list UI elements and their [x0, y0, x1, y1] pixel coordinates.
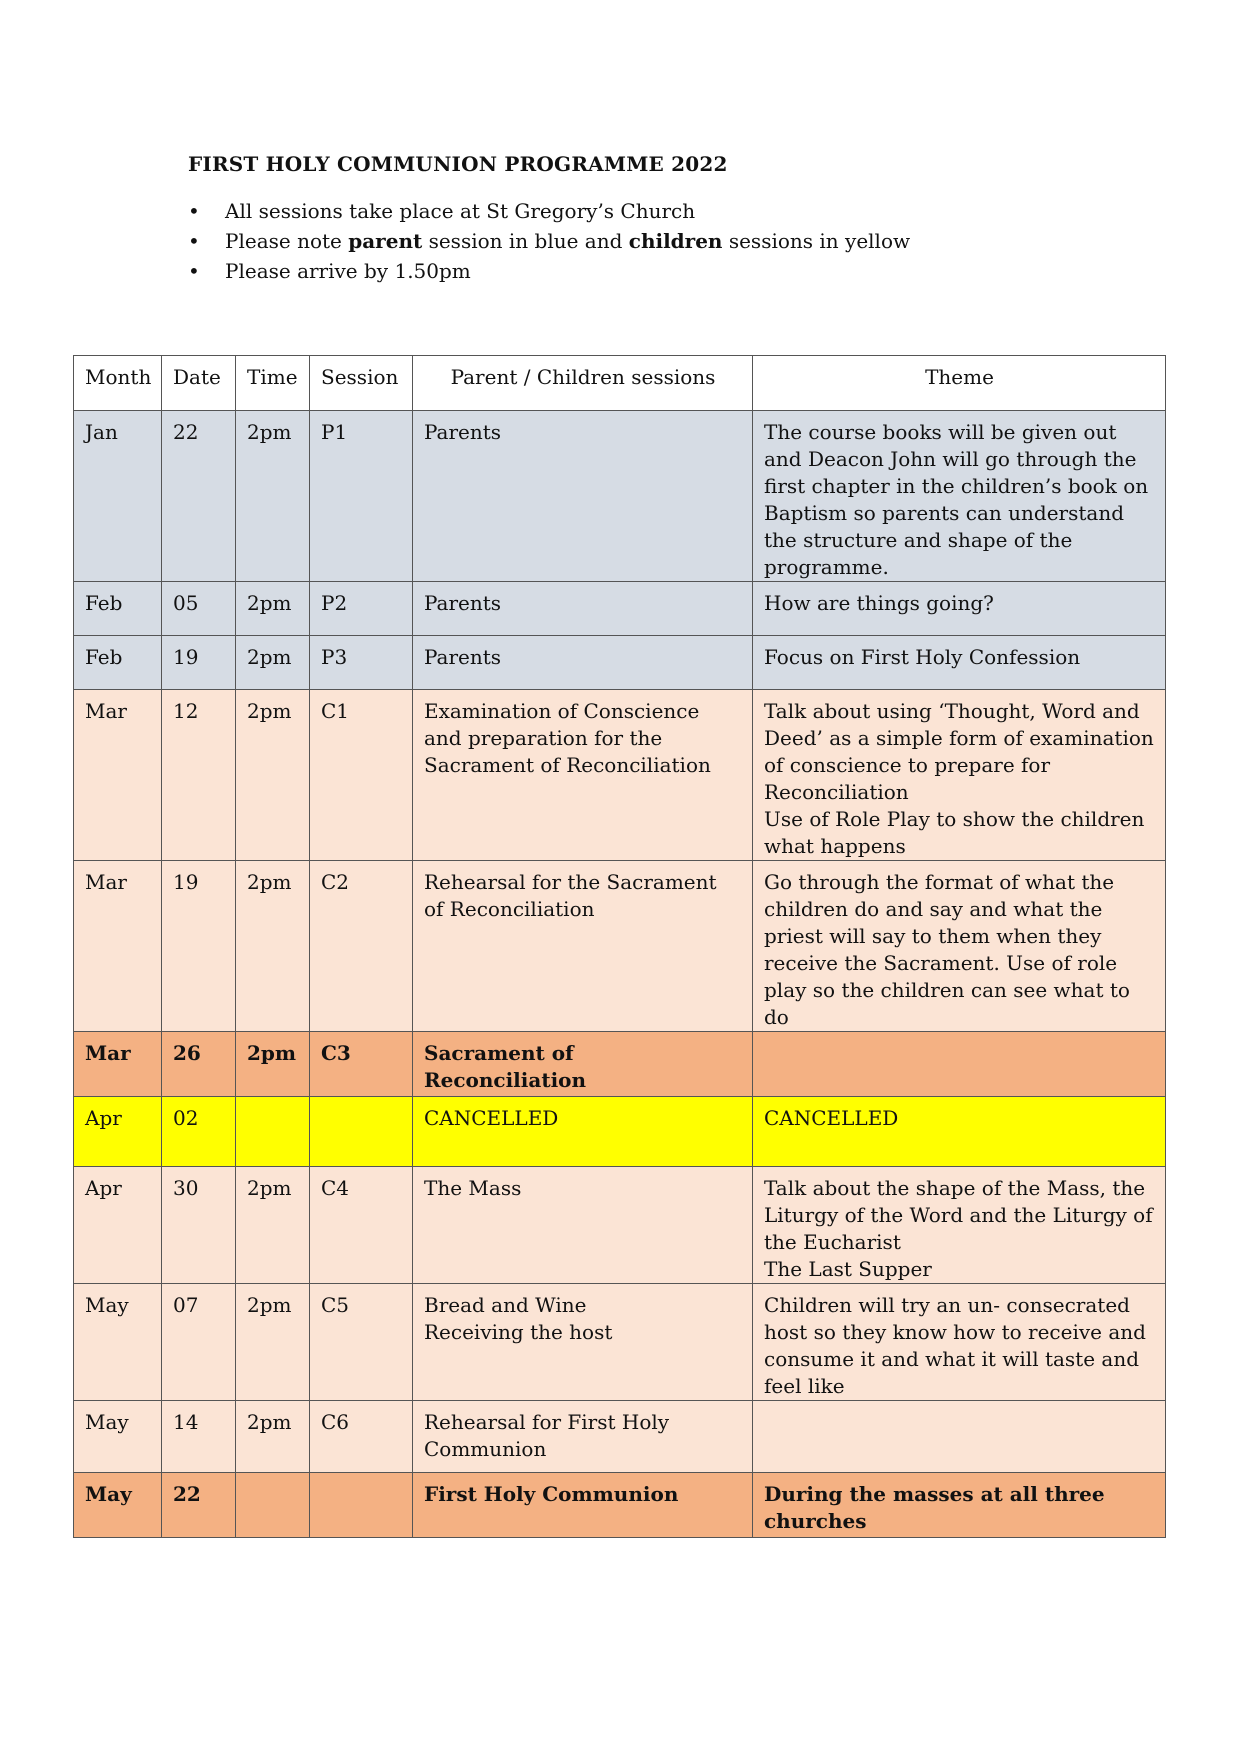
table-row	[74, 411, 1166, 582]
cell-time: 2pm	[236, 1032, 310, 1097]
header-time: Time	[236, 356, 310, 411]
cell-month: Apr	[74, 1097, 162, 1167]
cell-theme: CANCELLED	[753, 1097, 1166, 1167]
header-month: Month	[74, 356, 162, 411]
bullet-color-note	[188, 226, 910, 256]
bullet-venue-text: All sessions take place at St Gregory’s Church	[225, 199, 696, 223]
cell-title: Parents	[413, 411, 753, 582]
bullet-note-middle: session in blue and	[428, 229, 623, 253]
cell-theme: How are things going?	[753, 582, 1166, 636]
table-row	[74, 690, 1166, 861]
cell-session: C1	[310, 690, 413, 861]
bullet-note-prefix: Please note	[225, 229, 342, 253]
bullet-arrival	[188, 256, 910, 286]
cell-title: CANCELLED	[413, 1097, 753, 1167]
cell-session: C4	[310, 1167, 413, 1284]
cell-session: C6	[310, 1401, 413, 1473]
cell-session: C3	[310, 1032, 413, 1097]
header-theme: Theme	[753, 356, 1166, 411]
cell-month: Mar	[74, 690, 162, 861]
table-row	[74, 1473, 1166, 1538]
bullet-note-parent: parent	[348, 229, 423, 253]
cell-date: 26	[162, 1032, 236, 1097]
cell-session	[310, 1097, 413, 1167]
cell-date: 14	[162, 1401, 236, 1473]
table-row	[74, 1284, 1166, 1401]
cell-date: 19	[162, 861, 236, 1032]
header-sessions: Parent / Children sessions	[413, 356, 753, 411]
cell-time	[236, 1473, 310, 1538]
cell-title: The Mass	[413, 1167, 753, 1284]
header-date: Date	[162, 356, 236, 411]
cell-session: P2	[310, 582, 413, 636]
cell-theme: Go through the format of what the children do and say and what the priest will say to them when they receive the Sacrament. Use of role play so the children can see what to do	[753, 861, 1166, 1032]
cell-date: 12	[162, 690, 236, 861]
table-row	[74, 861, 1166, 1032]
cell-theme: Talk about the shape of the Mass, the Liturgy of the Word and the Liturgy of the Eucharist The Last Supper	[753, 1167, 1166, 1284]
cell-month: Apr	[74, 1167, 162, 1284]
cell-date: 30	[162, 1167, 236, 1284]
cell-session	[310, 1473, 413, 1538]
cell-date: 07	[162, 1284, 236, 1401]
bullet-note-suffix: sessions in yellow	[728, 229, 911, 253]
header-session: Session	[310, 356, 413, 411]
cell-theme: Children will try an un- consecrated host so they know how to receive and consume it and what it will taste and feel like	[753, 1284, 1166, 1401]
header-row	[74, 356, 1166, 411]
cell-session: C2	[310, 861, 413, 1032]
cell-title: Sacrament of Reconciliation	[413, 1032, 753, 1097]
cell-time: 2pm	[236, 861, 310, 1032]
bullet-arrival-text: Please arrive by 1.50pm	[225, 259, 471, 283]
cell-session: P1	[310, 411, 413, 582]
table-row	[74, 1097, 1166, 1167]
table-row	[74, 1401, 1166, 1473]
cell-theme	[753, 1032, 1166, 1097]
cell-time: 2pm	[236, 1401, 310, 1473]
cell-time: 2pm	[236, 1284, 310, 1401]
cell-date: 19	[162, 636, 236, 690]
cell-month: May	[74, 1473, 162, 1538]
cell-title: Examination of Conscience and preparation for the Sacrament of Reconciliation	[413, 690, 753, 861]
cell-title: First Holy Communion	[413, 1473, 753, 1538]
cell-month: May	[74, 1284, 162, 1401]
cell-theme: Focus on First Holy Confession	[753, 636, 1166, 690]
bullet-venue	[188, 196, 910, 226]
cell-theme: During the masses at all three churches	[753, 1473, 1166, 1538]
cell-date: 05	[162, 582, 236, 636]
cell-theme: Talk about using ‘Thought, Word and Deed’ as a simple form of examination of conscience to prepare for Reconciliation Use of Role Play to show the children what happens	[753, 690, 1166, 861]
cell-time: 2pm	[236, 411, 310, 582]
cell-date: 22	[162, 411, 236, 582]
cell-title: Rehearsal for First Holy Communion	[413, 1401, 753, 1473]
cell-theme	[753, 1401, 1166, 1473]
cell-time: 2pm	[236, 1167, 310, 1284]
table-row	[74, 1167, 1166, 1284]
cell-month: Feb	[74, 636, 162, 690]
cell-title: Parents	[413, 582, 753, 636]
cell-time: 2pm	[236, 636, 310, 690]
table-row	[74, 582, 1166, 636]
table-row	[74, 1032, 1166, 1097]
cell-session: C5	[310, 1284, 413, 1401]
cell-month: Mar	[74, 1032, 162, 1097]
info-bullet-list	[188, 196, 910, 286]
schedule-table	[73, 355, 1166, 1538]
cell-time	[236, 1097, 310, 1167]
page-title: FIRST HOLY COMMUNION PROGRAMME 2022	[188, 152, 728, 176]
cell-month: May	[74, 1401, 162, 1473]
cell-date: 02	[162, 1097, 236, 1167]
cell-title: Parents	[413, 636, 753, 690]
cell-month: Feb	[74, 582, 162, 636]
cell-time: 2pm	[236, 690, 310, 861]
cell-date: 22	[162, 1473, 236, 1538]
cell-month: Mar	[74, 861, 162, 1032]
cell-theme: The course books will be given out and Deacon John will go through the first chapter in the children’s book on Baptism so parents can understand the structure and shape of the programme.	[753, 411, 1166, 582]
cell-title: Rehearsal for the Sacrament of Reconciliation	[413, 861, 753, 1032]
cell-time: 2pm	[236, 582, 310, 636]
cell-month: Jan	[74, 411, 162, 582]
cell-session: P3	[310, 636, 413, 690]
table-row	[74, 636, 1166, 690]
cell-title: Bread and Wine Receiving the host	[413, 1284, 753, 1401]
bullet-note-children: children	[628, 229, 723, 253]
